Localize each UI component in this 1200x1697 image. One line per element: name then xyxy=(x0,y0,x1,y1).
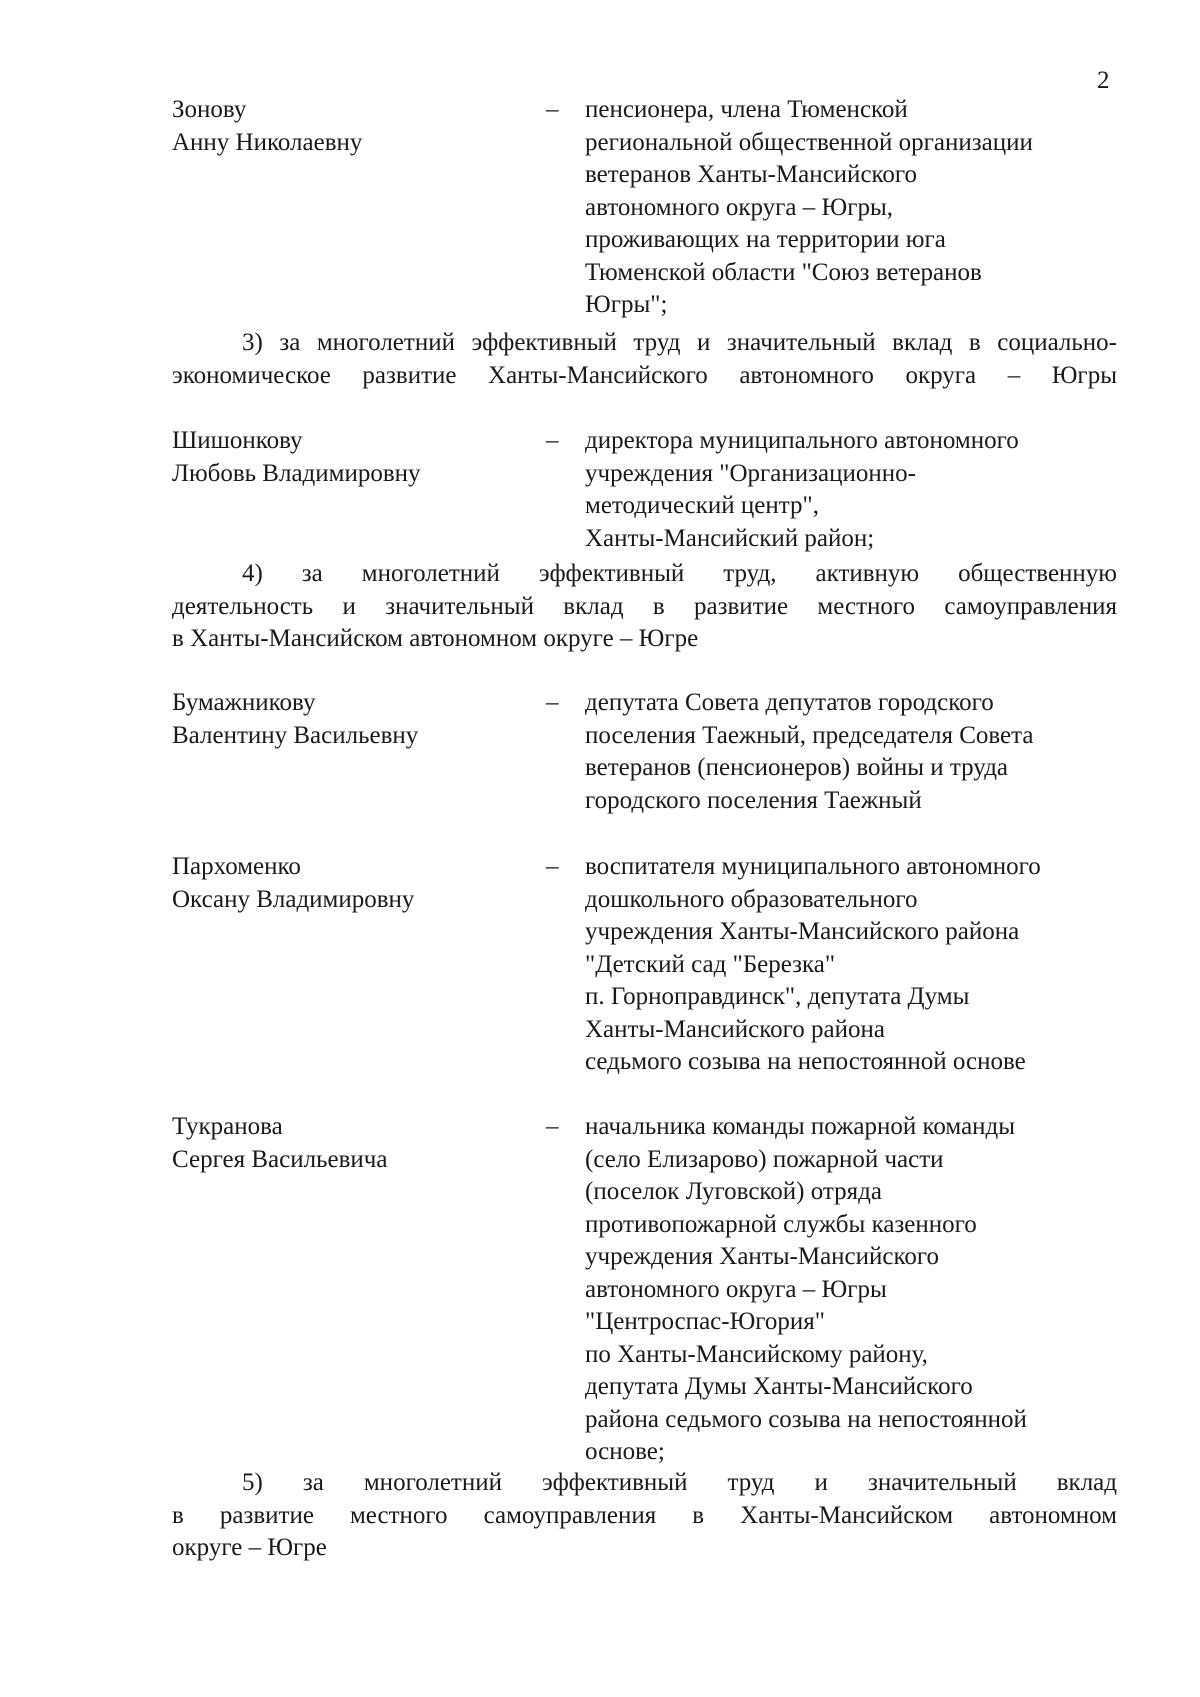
separator-dash: – xyxy=(546,96,559,123)
award-category-paragraph xyxy=(172,558,1117,656)
desc-line: учреждения "Организационно- xyxy=(585,459,916,487)
name-line: Шишонкову xyxy=(172,427,303,454)
award-category-paragraph xyxy=(172,1467,1117,1565)
paragraph-line: в развитие местного самоуправления в Ханты-Мансийском автономном xyxy=(172,1501,1117,1529)
name-line: Анну Николаевну xyxy=(172,128,363,156)
desc-line: Тюменской области "Союз ветеранов xyxy=(585,258,982,286)
recipient-description xyxy=(585,94,1125,322)
desc-line: проживающих на территории юга xyxy=(585,226,946,253)
desc-line: ветеранов Ханты-Мансийского xyxy=(585,161,918,188)
desc-line: по Ханты-Мансийскому району, xyxy=(585,1340,928,1368)
paragraph-line: 3) за многолетний эффективный труд и значительный вклад в социально- xyxy=(242,329,1117,356)
name-line: Оксану Владимировну xyxy=(172,885,415,913)
desc-line: методический центр", xyxy=(585,492,819,519)
desc-line: депутата Совета депутатов городского xyxy=(585,689,994,716)
desc-line: "Детский сад "Березка" xyxy=(585,950,836,978)
desc-line: основе; xyxy=(585,1438,665,1465)
page-number: 2 xyxy=(1097,67,1110,94)
paragraph-line: деятельность и значительный вклад в развитие местного самоуправления xyxy=(172,592,1117,620)
recipient-name xyxy=(172,94,532,159)
name-line: Любовь Владимировну xyxy=(172,459,421,487)
name-line: Валентину Васильевну xyxy=(172,721,419,749)
paragraph-line: в Ханты-Мансийском автономном округе – Югре xyxy=(172,625,699,652)
separator-dash: – xyxy=(546,1113,559,1140)
desc-line: воспитателя муниципального автономного xyxy=(585,853,1041,880)
desc-line: региональной общественной организации xyxy=(585,128,1033,156)
desc-line: седьмого созыва на непостоянной основе xyxy=(585,1048,1026,1075)
paragraph-line: 4) за многолетний эффективный труд, активную общественную xyxy=(242,560,1117,587)
recipient-name xyxy=(172,425,532,490)
desc-line: противопожарной службы казенного xyxy=(585,1210,977,1238)
name-line: Бумажникову xyxy=(172,689,316,716)
desc-line: района седьмого созыва на непостоянной xyxy=(585,1405,1027,1433)
desc-line: поселения Таежный, председателя Совета xyxy=(585,721,1034,749)
desc-line: п. Горноправдинск", депутата Думы xyxy=(585,983,970,1010)
desc-line: Ханты-Мансийский район; xyxy=(585,524,875,552)
desc-line: пенсионера, члена Тюменской xyxy=(585,96,908,123)
desc-line: начальника команды пожарной команды xyxy=(585,1113,1016,1140)
paragraph-line: округе – Югре xyxy=(172,1534,327,1561)
desc-line: учреждения Ханты-Мансийского района xyxy=(585,918,1020,945)
desc-line: (поселок Луговской) отряда xyxy=(585,1178,882,1205)
recipient-name xyxy=(172,851,532,916)
desc-line: директора муниципального автономного xyxy=(585,427,1019,454)
desc-line: учреждения Ханты-Мансийского xyxy=(585,1243,940,1270)
separator-dash: – xyxy=(546,853,559,880)
separator-dash: – xyxy=(546,427,559,454)
desc-line: депутата Думы Ханты-Мансийского xyxy=(585,1373,973,1400)
award-category-paragraph xyxy=(172,327,1117,392)
paragraph-line: экономическое развитие Ханты-Мансийского автономного округа – Югры xyxy=(172,361,1117,389)
desc-line: Югры"; xyxy=(585,291,668,318)
desc-line: автономного округа – Югры, xyxy=(585,193,894,221)
desc-line: автономного округа – Югры xyxy=(585,1275,887,1303)
name-line: Тукранова xyxy=(172,1113,283,1140)
desc-line: ветеранов (пенсионеров) войны и труда xyxy=(585,754,1009,781)
desc-line: (село Елизарово) пожарной части xyxy=(585,1145,944,1173)
name-line: Зонову xyxy=(172,96,247,123)
recipient-description xyxy=(585,1111,1125,1469)
desc-line: Ханты-Мансийского района xyxy=(585,1015,885,1043)
recipient-description xyxy=(585,851,1125,1079)
name-line: Сергея Васильевича xyxy=(172,1145,388,1173)
recipient-name xyxy=(172,687,532,752)
recipient-description xyxy=(585,687,1125,817)
desc-line: "Центроспас-Югория" xyxy=(585,1308,825,1335)
desc-line: дошкольного образовательного xyxy=(585,885,918,913)
recipient-description xyxy=(585,425,1125,555)
paragraph-line: 5) за многолетний эффективный труд и значительный вклад xyxy=(242,1469,1117,1496)
name-line: Пархоменко xyxy=(172,853,301,880)
separator-dash: – xyxy=(546,689,559,716)
desc-line: городского поселения Таежный xyxy=(585,786,922,814)
recipient-name xyxy=(172,1111,532,1176)
